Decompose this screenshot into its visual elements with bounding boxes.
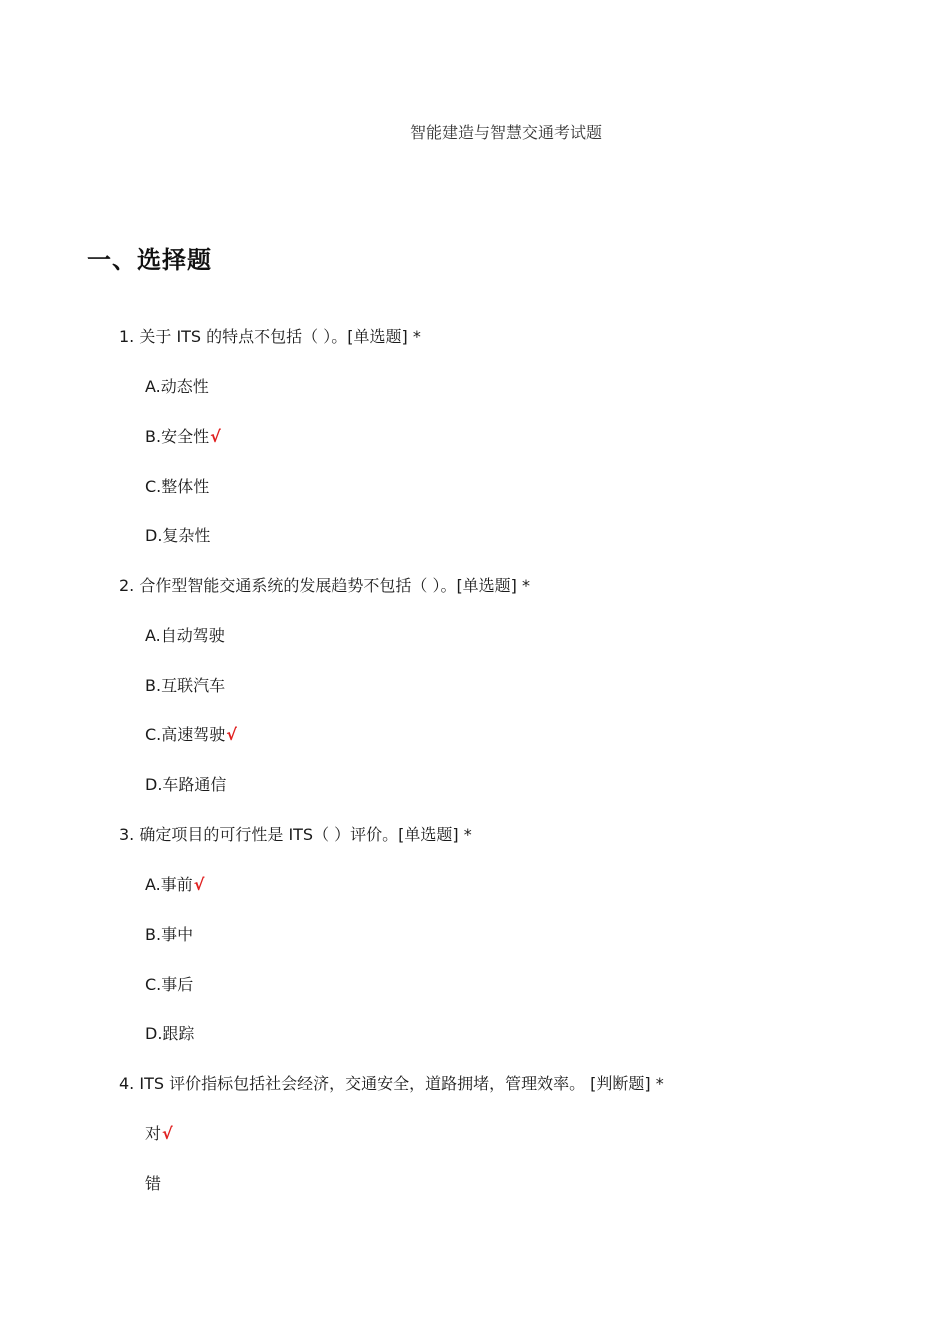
question-4-option-true[interactable]	[145, 1123, 173, 1145]
option-label: A.动态性	[145, 377, 209, 396]
question-1-option-a[interactable]	[145, 376, 209, 398]
option-label: 对	[145, 1124, 162, 1143]
question-1-text: 1. 关于 ITS 的特点不包括（ ）。[单选题] *	[119, 327, 421, 346]
question-4-text: 4. ITS 评价指标包括社会经济，交通安全，道路拥堵，管理效率。 [判断题] *	[119, 1074, 664, 1093]
question-2-option-b[interactable]	[145, 675, 225, 697]
question-1-option-c[interactable]	[145, 476, 209, 498]
correct-check-icon: √	[210, 427, 221, 446]
question-1-option-d[interactable]	[145, 525, 210, 547]
option-label: A.事前	[145, 875, 193, 894]
option-label: D.车路通信	[145, 775, 227, 794]
correct-check-icon: √	[193, 875, 205, 894]
question-4-option-false[interactable]	[145, 1173, 161, 1195]
option-label: A.自动驾驶	[145, 626, 225, 645]
option-label: B.安全性	[145, 427, 210, 446]
correct-check-icon: √	[162, 1124, 173, 1143]
option-label: B.互联汽车	[145, 676, 226, 695]
question-2-option-d[interactable]	[145, 774, 226, 796]
option-label: D.复杂性	[145, 526, 211, 545]
question-1-option-b[interactable]	[145, 426, 221, 448]
question-2-option-a[interactable]	[145, 625, 225, 647]
option-label: C.整体性	[145, 477, 210, 496]
question-3-option-a[interactable]	[145, 874, 204, 896]
question-3-option-d[interactable]	[145, 1023, 194, 1045]
question-2-option-c[interactable]	[145, 724, 237, 746]
question-2-text: 2. 合作型智能交通系统的发展趋势不包括（ ）。[单选题] *	[119, 576, 531, 595]
question-3-text: 3. 确定项目的可行性是 ITS（ ）评价。[单选题] *	[119, 825, 472, 844]
question-3-option-b[interactable]	[145, 924, 193, 946]
option-label: D.跟踪	[145, 1024, 195, 1043]
section-heading: 一、选择题	[87, 246, 212, 274]
question-3-option-c[interactable]	[145, 974, 193, 996]
option-label: C.高速驾驶	[145, 725, 226, 744]
option-label: C.事后	[145, 975, 194, 994]
document-title: 智能建造与智慧交通考试题	[409, 123, 602, 142]
option-label: B.事中	[145, 925, 194, 944]
correct-check-icon: √	[226, 725, 237, 744]
option-label: 错	[145, 1174, 162, 1193]
